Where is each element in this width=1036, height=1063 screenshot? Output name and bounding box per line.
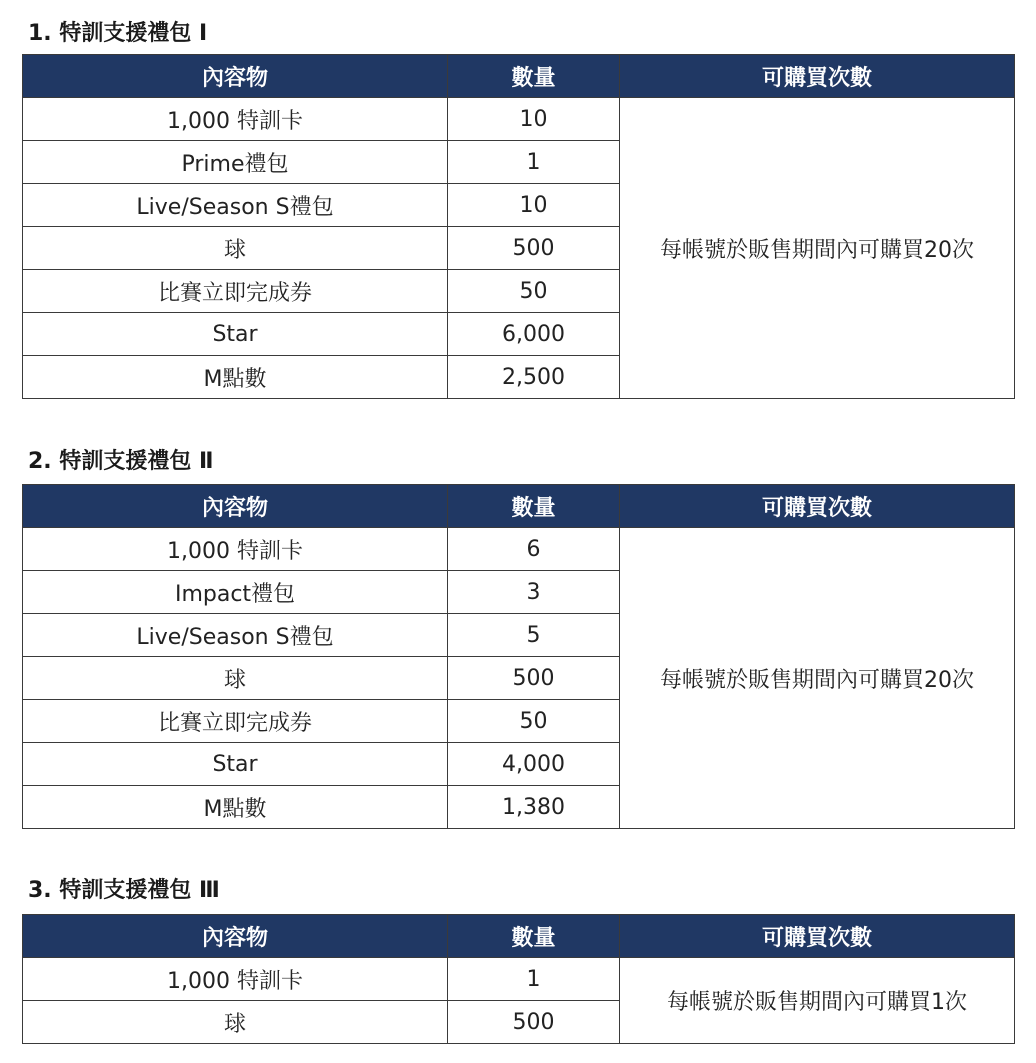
quantity-header: 數量 xyxy=(448,915,620,958)
item-name: M點數 xyxy=(23,356,448,399)
item-name: 1,000 特訓卡 xyxy=(23,528,448,571)
purchase-limit-cell: 每帳號於販售期間內可購買20次 xyxy=(620,528,1015,829)
section-title: 2. 特訓支援禮包 Ⅱ xyxy=(28,449,214,474)
item-quantity: 1 xyxy=(448,141,620,184)
table-row xyxy=(23,528,1015,571)
item-name: M點數 xyxy=(23,786,448,829)
item-name: 比賽立即完成券 xyxy=(23,700,448,743)
item-name: 球 xyxy=(23,227,448,270)
item-quantity: 500 xyxy=(448,1001,620,1044)
table-row xyxy=(23,98,1015,141)
item-quantity: 1 xyxy=(448,958,620,1001)
contents-header: 內容物 xyxy=(23,915,448,958)
item-quantity: 10 xyxy=(448,98,620,141)
item-quantity: 2,500 xyxy=(448,356,620,399)
item-name: 1,000 特訓卡 xyxy=(23,958,448,1001)
table-row xyxy=(23,958,1015,1001)
purchase-limit-cell: 每帳號於販售期間內可購買1次 xyxy=(620,958,1015,1044)
item-quantity: 6 xyxy=(448,528,620,571)
item-name: Prime禮包 xyxy=(23,141,448,184)
item-quantity: 5 xyxy=(448,614,620,657)
quantity-header: 數量 xyxy=(448,485,620,528)
item-name: Live/Season S禮包 xyxy=(23,614,448,657)
item-quantity: 50 xyxy=(448,270,620,313)
table-header-row xyxy=(23,485,1015,528)
purchase-limit-cell: 每帳號於販售期間內可購買20次 xyxy=(620,98,1015,399)
contents-header: 內容物 xyxy=(23,55,448,98)
purchase-limit-header: 可購買次數 xyxy=(620,485,1015,528)
item-quantity: 50 xyxy=(448,700,620,743)
item-quantity: 10 xyxy=(448,184,620,227)
table-header-row xyxy=(23,55,1015,98)
section-title: 3. 特訓支援禮包 Ⅲ xyxy=(28,878,220,903)
pack-table xyxy=(22,914,1015,1044)
pack-table xyxy=(22,484,1015,829)
item-quantity: 500 xyxy=(448,657,620,700)
contents-header: 內容物 xyxy=(23,485,448,528)
purchase-limit-header: 可購買次數 xyxy=(620,915,1015,958)
item-quantity: 6,000 xyxy=(448,313,620,356)
purchase-limit-header: 可購買次數 xyxy=(620,55,1015,98)
item-quantity: 4,000 xyxy=(448,743,620,786)
section-title: 1. 特訓支援禮包 Ⅰ xyxy=(28,21,208,46)
item-name: Star xyxy=(23,313,448,356)
item-quantity: 500 xyxy=(448,227,620,270)
item-name: 1,000 特訓卡 xyxy=(23,98,448,141)
item-quantity: 3 xyxy=(448,571,620,614)
table-header-row xyxy=(23,915,1015,958)
item-name: Live/Season S禮包 xyxy=(23,184,448,227)
quantity-header: 數量 xyxy=(448,55,620,98)
item-name: 球 xyxy=(23,657,448,700)
item-name: Star xyxy=(23,743,448,786)
item-quantity: 1,380 xyxy=(448,786,620,829)
item-name: 比賽立即完成券 xyxy=(23,270,448,313)
pack-table xyxy=(22,54,1015,399)
item-name: 球 xyxy=(23,1001,448,1044)
item-name: Impact禮包 xyxy=(23,571,448,614)
